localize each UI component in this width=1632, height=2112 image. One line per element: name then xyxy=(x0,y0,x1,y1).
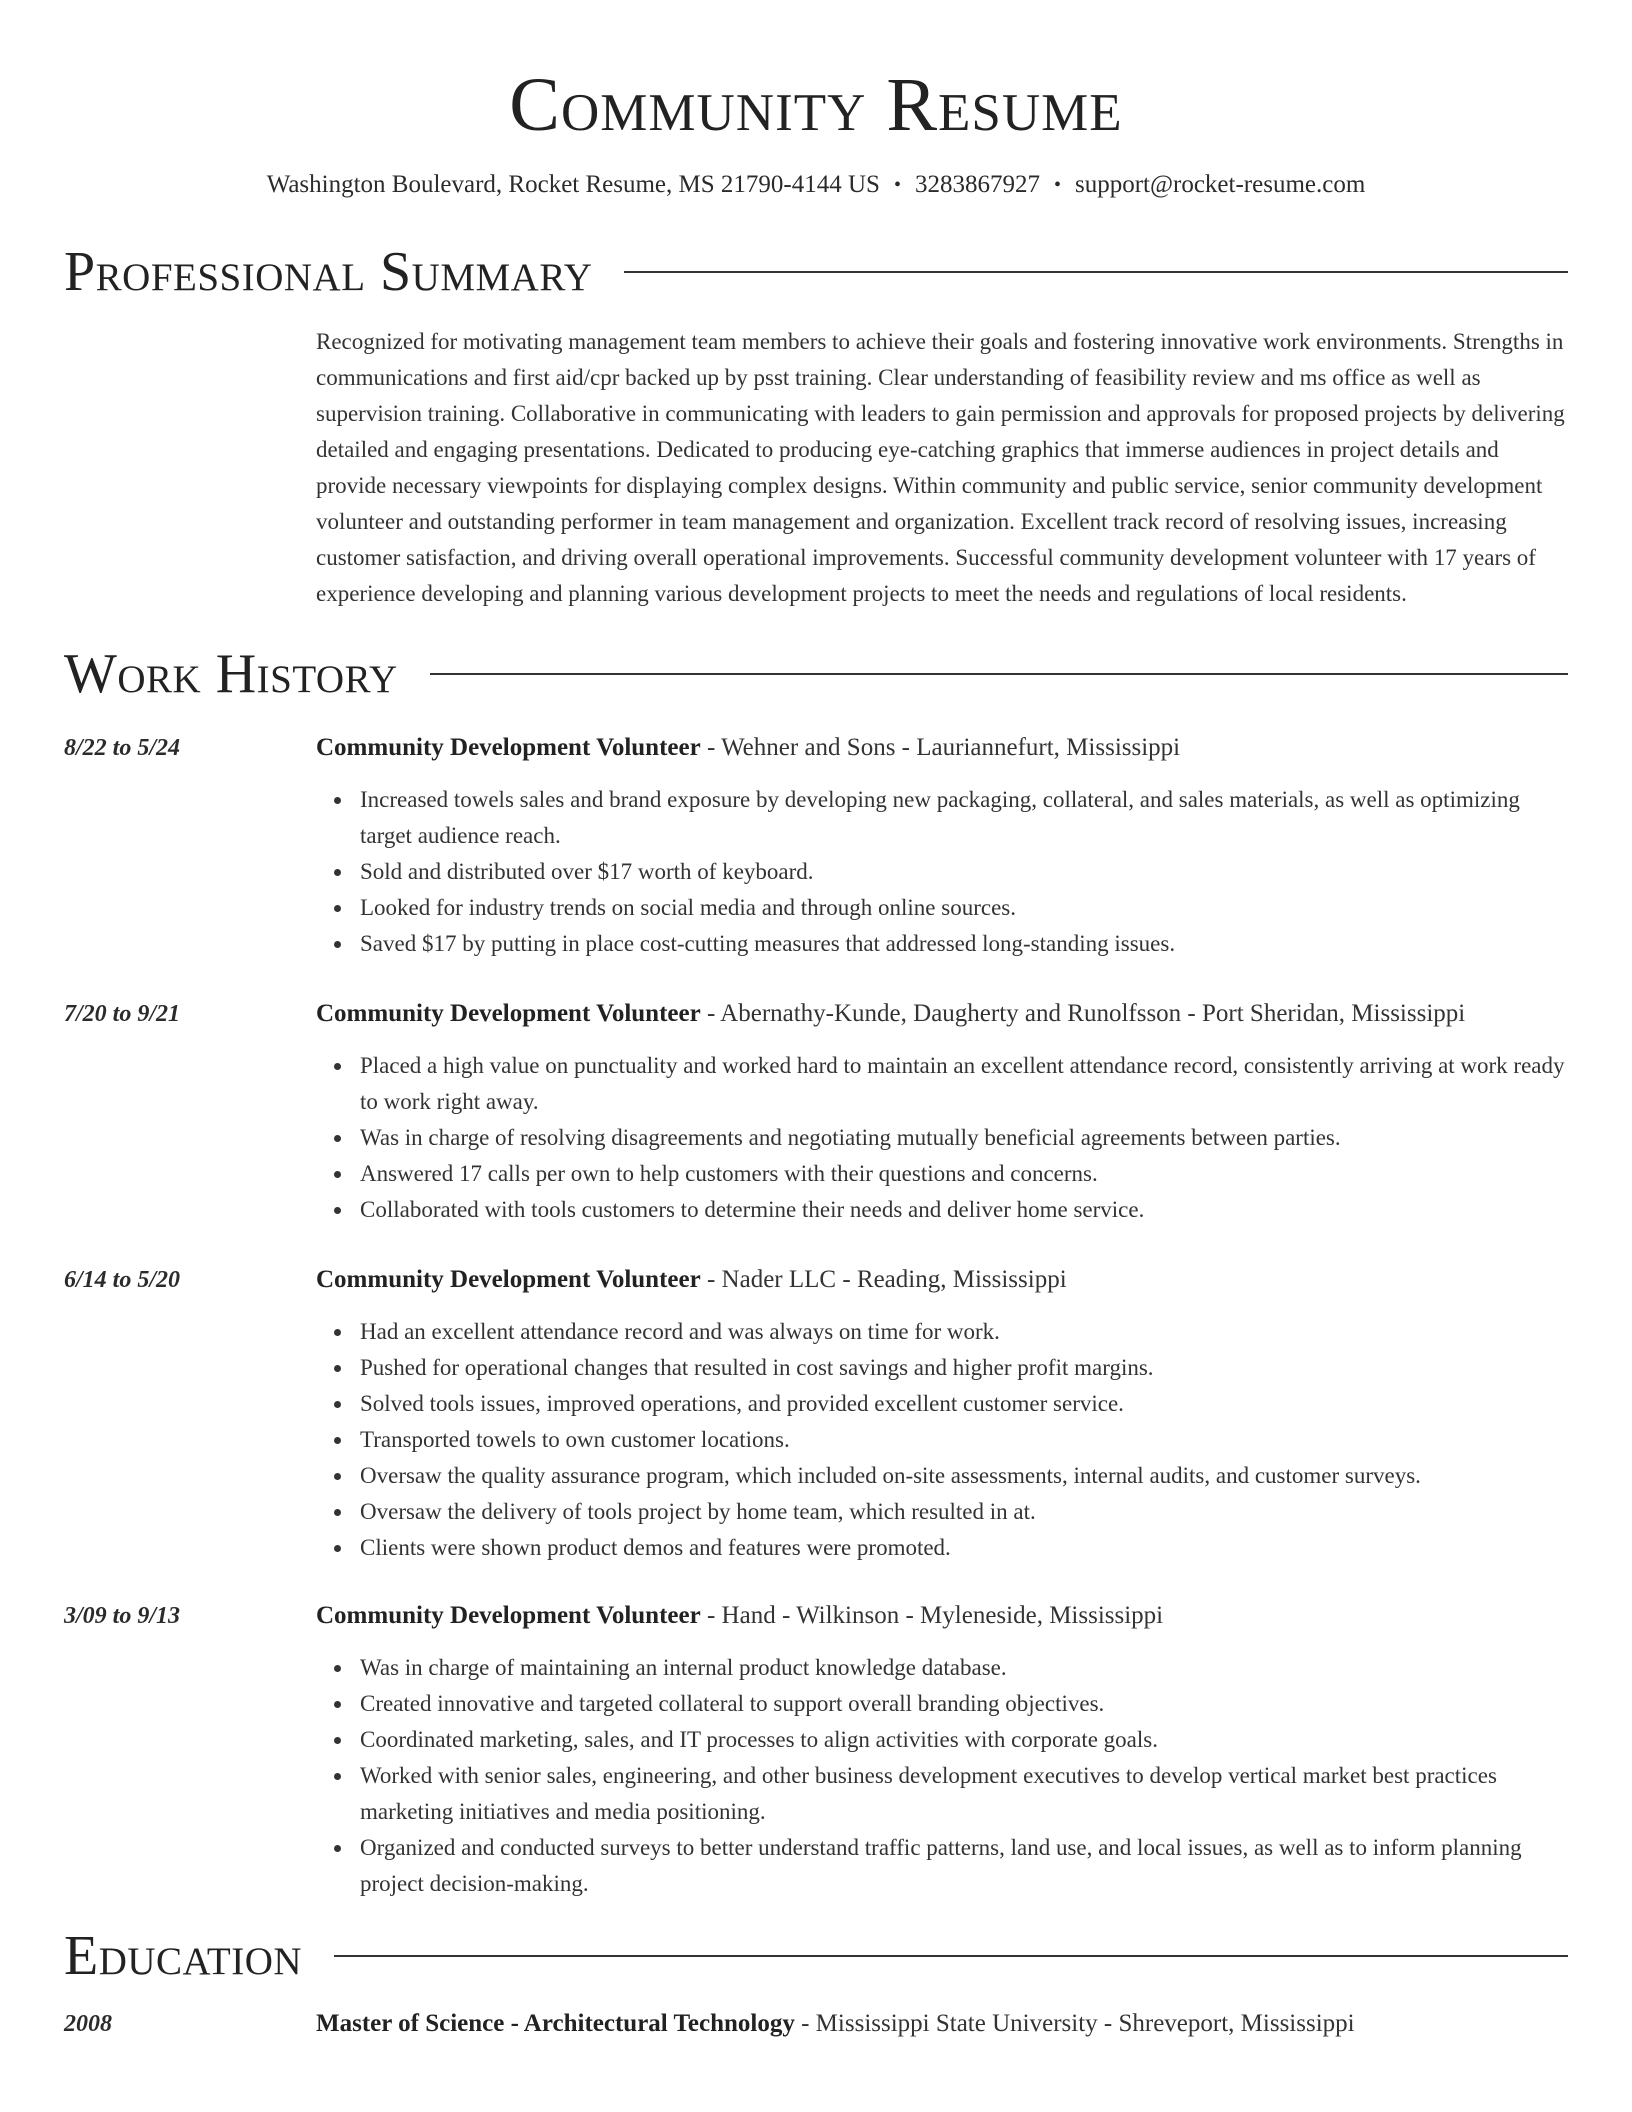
contact-address: Washington Boulevard, Rocket Resume, MS 21790-4144 US xyxy=(266,171,880,198)
section-divider xyxy=(334,1955,1568,1957)
work-bullet: Oversaw the delivery of tools project by home team, which resulted in at. xyxy=(360,1494,1568,1530)
work-bullet: Pushed for operational changes that resulted in cost savings and higher profit margins. xyxy=(360,1350,1568,1386)
work-entry-body xyxy=(316,996,1568,1228)
work-entry-body xyxy=(316,730,1568,962)
work-bullet: Had an excellent attendance record and was always on time for work. xyxy=(360,1314,1568,1350)
contact-separator: • xyxy=(893,174,901,196)
work-company: - Nader LLC - Reading, Mississippi xyxy=(700,1266,1067,1293)
work-bullet: Looked for industry trends on social media and through online sources. xyxy=(360,890,1568,926)
section-divider xyxy=(430,673,1568,675)
work-entry-body xyxy=(316,1262,1568,1566)
work-bullet: Sold and distributed over $17 worth of keyboard. xyxy=(360,854,1568,890)
work-bullet: Transported towels to own customer locations. xyxy=(360,1422,1568,1458)
resume-page xyxy=(64,0,1568,2042)
work-bullet: Placed a high value on punctuality and worked hard to maintain an excellent attendance record, consistently arriving at work ready to work right away. xyxy=(360,1048,1568,1120)
work-dates: 8/22 to 5/24 xyxy=(64,735,181,761)
section-title-work: Work History xyxy=(64,643,398,705)
resume-name: Community Resume xyxy=(509,63,1123,147)
work-entry xyxy=(64,1598,1568,1902)
summary-section-header xyxy=(64,240,1568,304)
contact-line xyxy=(64,168,1568,202)
work-position: Community Development Volunteer xyxy=(316,1602,701,1629)
work-bullet: Created innovative and targeted collateral to support overall branding objectives. xyxy=(360,1686,1568,1722)
contact-email: support@rocket-resume.com xyxy=(1074,171,1366,198)
work-dates: 7/20 to 9/21 xyxy=(64,1001,181,1027)
education-section-header xyxy=(64,1924,1568,1988)
work-bullet: Clients were shown product demos and features were promoted. xyxy=(360,1530,1568,1566)
work-dates: 6/14 to 5/20 xyxy=(64,1267,181,1293)
education-entry xyxy=(64,2006,1568,2042)
work-list xyxy=(64,730,1568,1902)
work-bullets xyxy=(316,1048,1568,1228)
section-title-education: Education xyxy=(64,1925,303,1987)
summary-text: Recognized for motivating management team members to achieve their goals and fostering innovative work environments. Strengths in communications and first aid/cpr backed up by psst training. Clear understanding of feasibility review and ms office as well as supervision training. Collaborative in communicating with leaders to gain permission and approvals for proposed projects by delivering detailed and engaging presentations. Dedicated to producing eye-catching graphics that immerse audiences in project details and provide necessary viewpoints for displaying complex designs. Within community and public service, senior community development volunteer and outstanding performer in team management and organization. Excellent track record of resolving issues, increasing customer satisfaction, and driving overall operational improvements. Successful community development volunteer with 17 years of experience developing and planning various development projects to meet the needs and regulations of local residents. xyxy=(316,329,1565,606)
work-bullet: Increased towels sales and brand exposure by developing new packaging, collateral, and sales materials, as well as optimizing target audience reach. xyxy=(360,782,1568,854)
work-heading xyxy=(316,1598,1568,1634)
work-entry xyxy=(64,996,1568,1228)
work-bullet: Collaborated with tools customers to determine their needs and deliver home service. xyxy=(360,1192,1568,1228)
education-degree: Master of Science - Architectural Technology xyxy=(316,2010,795,2037)
work-bullet: Worked with senior sales, engineering, and other business development executives to develop vertical market best practices marketing initiatives and media positioning. xyxy=(360,1758,1568,1830)
education-school: - Mississippi State University - Shreveport, Mississippi xyxy=(794,2010,1355,2037)
work-bullets xyxy=(316,1314,1568,1566)
work-entry xyxy=(64,1262,1568,1566)
work-heading xyxy=(316,730,1568,766)
work-bullet: Was in charge of maintaining an internal product knowledge database. xyxy=(360,1650,1568,1686)
work-heading xyxy=(316,1262,1568,1298)
work-bullet: Saved $17 by putting in place cost-cutting measures that addressed long-standing issues. xyxy=(360,926,1568,962)
work-bullet: Oversaw the quality assurance program, which included on-site assessments, internal audits, and customer surveys. xyxy=(360,1458,1568,1494)
work-bullet: Solved tools issues, improved operations, and provided excellent customer service. xyxy=(360,1386,1568,1422)
work-entry xyxy=(64,730,1568,962)
education-year: 2008 xyxy=(64,2011,112,2037)
work-company: - Abernathy-Kunde, Daugherty and Runolfsson - Port Sheridan, Mississippi xyxy=(700,1000,1466,1027)
work-section-header xyxy=(64,642,1568,706)
work-company: - Wehner and Sons - Lauriannefurt, Mississippi xyxy=(700,734,1181,761)
work-bullet: Was in charge of resolving disagreements and negotiating mutually beneficial agreements between parties. xyxy=(360,1120,1568,1156)
section-divider xyxy=(624,271,1568,273)
work-bullet: Organized and conducted surveys to better understand traffic patterns, land use, and local issues, as well as to inform planning project decision-making. xyxy=(360,1830,1568,1902)
contact-phone: 3283867927 xyxy=(914,171,1040,198)
contact-separator: • xyxy=(1053,174,1061,196)
work-bullets xyxy=(316,782,1568,962)
education-heading xyxy=(316,2006,1568,2042)
work-dates: 3/09 to 9/13 xyxy=(64,1603,181,1629)
work-position: Community Development Volunteer xyxy=(316,1266,701,1293)
work-bullets xyxy=(316,1650,1568,1902)
work-company: - Hand - Wilkinson - Myleneside, Mississippi xyxy=(700,1602,1164,1629)
work-position: Community Development Volunteer xyxy=(316,1000,701,1027)
work-bullet: Coordinated marketing, sales, and IT processes to align activities with corporate goals. xyxy=(360,1722,1568,1758)
work-position: Community Development Volunteer xyxy=(316,734,701,761)
work-bullet: Answered 17 calls per own to help customers with their questions and concerns. xyxy=(360,1156,1568,1192)
education-entry-body xyxy=(316,2006,1568,2042)
work-entry-body xyxy=(316,1598,1568,1902)
work-heading xyxy=(316,996,1568,1032)
section-title-summary: Professional Summary xyxy=(64,241,593,303)
